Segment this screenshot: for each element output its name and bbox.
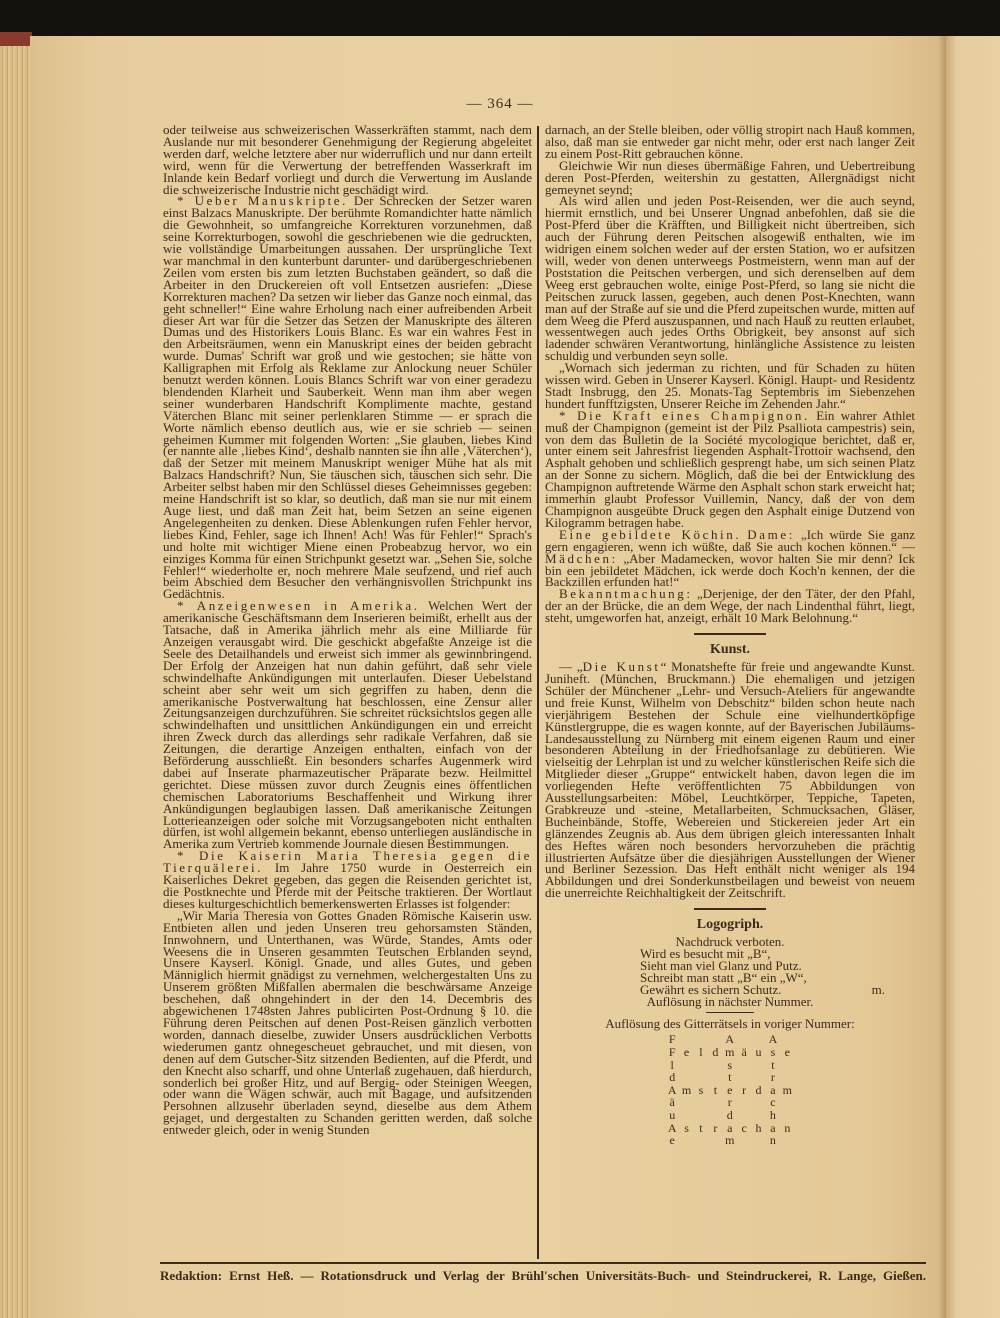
article-text: Im Jahre 1750 wurde in Oesterreich ein Kaiserliches Dekret gegeben, das gegen die Reisenden gerichtet ist, die Postknechte und Pferde mit der Peitsche traktieren. Der Wortlaut dieses kulturgeschichtlich bemerkenswerten Erlasses ist folgender:: [163, 860, 532, 911]
grid-letter: F: [668, 1032, 676, 1047]
grid-letter: t: [699, 1120, 703, 1135]
grid-letter: e: [784, 1045, 790, 1060]
grid-letter: a: [770, 1082, 776, 1097]
grid-letter: r: [770, 1070, 775, 1085]
grid-letter: t: [771, 1057, 775, 1072]
grid-letter: [751, 1059, 765, 1072]
article-text: Welchen Wert der amerikanische Geschäftsmann dem Inserieren beimißt, erhellt aus der Tatsache, daß in Amerika jährlich mehr als eine Milliarde für Anzeigen verausgabt wird. Die geschickt abgefaßte Anzeige ist die Seele des Detailhandels und erweist sich immer als gewinnbringend. Der Erfolg der Anzeigen hat nun dahin geführt, daß sehr viele schwindelhafte Ankündigungen mit unterlaufen. Dieser Uebelstand scheint aber sehr weit um sich gegriffen zu haben, denn die amerikanische Postverwaltung hat beschlossen, eine Zensur aller Zeitungsanzeigen durchzuführen. Sie schreitet rücksichtslos gegen alle schwindelhaften und unsittlichen Ankündigungen ein und erreicht ihren Zweck durch das allerdings sehr radikale Verfahren, daß sie Zeitungen, die derartige Anzeigen enthalten, einfach von der Beförderung ausschließt. Ein besonders scharfes Augenmerk wird dabei auf Inserate pharmazeutischer Präparate bezw. Heilmittel gerichtet. Diese müssen zuvor durch Zeugnis eines öffentlichen chemischen Laboratoriums Beschaffenheit und Wirkung ihrer Ankündigungen beglaubigen lassen. Daß amerikanische Zeitungen Lotterieanzeigen oder solche mit Vorzugsangeboten nicht enthalten dürfen, ist wohl allgemein bekannt, ebenso unterliegen ausländische in Amerika zum Vertrieb kommende Journale diesen Bestimmungen.: [163, 598, 532, 852]
article-text: „Derjenige, der den Täter, der den Pfahl, der an der Brücke, die an dem Wege, der nach Lindenthal führt, liegt, steht, umgeworfen hat, anzeigt, erhält 10 Mark Belohnung.“: [545, 586, 915, 626]
grid-letter: [780, 1096, 794, 1109]
grid-letter: [751, 1096, 765, 1109]
article-title: * Ueber Manuskripte.: [177, 193, 349, 209]
grid-letter: [708, 1059, 722, 1072]
poem-line: Wird es besucht mit „B“,: [640, 946, 771, 962]
grid-letter: A: [725, 1032, 735, 1047]
grid-letter: u: [669, 1108, 676, 1122]
poem-line: Gewährt es sichern Schutz.: [640, 981, 782, 997]
article-paragraph: [545, 526, 916, 590]
grid-letter: d: [755, 1082, 762, 1097]
grid-letter: [780, 1059, 794, 1072]
grid-letter: A: [768, 1032, 778, 1047]
grid-letter: a: [727, 1120, 733, 1135]
grid-letter: [737, 1096, 751, 1109]
grid-letter: s: [698, 1082, 704, 1097]
article-paragraph: [545, 124, 915, 160]
grid-letter: [751, 1071, 765, 1084]
article-text: oder teilweise aus schweizerischen Wasserkräften stammt, nach dem Auslande nur mit besonderer Genehmigung der Regierung abgeleitet werden darf, welche letztere aber nur widerruflich und nur dann erteilt wird, wenn für die Verwertung der betreffenden Wasserkraft im Inlande kein Bedarf vorliegt und durch die Verwertung im Auslande die schweizerische Industrie nicht geschädigt wird.: [163, 122, 532, 197]
article-title: Die Kunst: [582, 659, 661, 675]
left-column: [163, 124, 532, 1136]
grid-letter: t: [728, 1070, 732, 1085]
right-column-articles: [545, 124, 915, 624]
grid-letter: [751, 1109, 765, 1122]
previous-solution-title: Auflösung des Gitterrätsels in voriger Nummer:: [605, 1015, 855, 1031]
footer-rule: [160, 1262, 926, 1264]
grid-letter: [708, 1134, 722, 1147]
grid-letter: [694, 1134, 708, 1147]
author-signature: m.: [871, 981, 885, 997]
grid-letter: m: [681, 1082, 692, 1097]
grid-letter: t: [713, 1082, 718, 1097]
article-paragraph: [545, 588, 915, 624]
grid-letter: d: [726, 1108, 733, 1122]
grid-letter: r: [713, 1120, 718, 1135]
section-divider: [694, 908, 766, 910]
poem-line: Sieht man viel Glanz und Putz.: [640, 958, 802, 973]
kunst-article: [545, 661, 915, 899]
grid-puzzle-solution: [665, 1033, 795, 1146]
scan-background: [0, 0, 1000, 36]
article-text: Als wird allen und jeden Post-Reisenden, wer die auch seynd, hiermit ernstlich, und bei Unserer Ungnad anbefohlen, daß sie die Post-Pferd über die Kräfften, und Billigkeit nicht übertreiben, sich auch der Führung deren Peitschen alsogewiß enthalten, wie im widrigen einem solchen weder auf der ersten Station, wo er aufsitzen will, weder von denen unterweegs Postmeistern, wenn man auf der Poststation die Peitschen verbergen, und sich derenselben auf dem Weeg erst gebrauchen wolte, einige Post-Pferd, so lang sie nicht die Peitschen zuruck lassen, gegeben, auch denen Post-Knechten, wann man auf der Straße auf sie und die Pferd zupeitschen wurde, mitten auf dem Weeg die Pferd auszuspannen, und nach Hauß zu reutten erlaubet, wessentwegen auch jedes Orths Obrigkeit, bey ansonst auf sich ladender schwären Verantwortung, hinlängliche Assistence zu leisten schuldig und verbunden seyn solle.: [545, 193, 915, 364]
grid-letter: [679, 1059, 693, 1072]
grid-letter: [780, 1134, 794, 1147]
grid-letter: m: [725, 1133, 735, 1148]
adjacent-page-edge: [946, 36, 1000, 1318]
grid-letter: n: [784, 1120, 791, 1135]
grid-letter: [694, 1096, 708, 1109]
article-text: — „: [559, 659, 583, 675]
article-title: Dame:: [747, 526, 795, 542]
article-paragraph: [545, 661, 915, 899]
article-title: Mädchen:: [545, 550, 618, 566]
grid-row: [665, 1046, 795, 1059]
article-paragraph: [163, 124, 532, 195]
grid-letter: u: [755, 1045, 762, 1060]
article-paragraph: [163, 907, 532, 1138]
small-divider: [706, 1012, 754, 1013]
grid-letter: s: [727, 1057, 733, 1072]
logogriph-section: [545, 917, 915, 1147]
article-text: „Ich würde Sie ganz gern engagieren, wenn ich wüßte, daß Sie auch kochen können.“ —: [545, 526, 916, 554]
solution-next-issue: Auflösung in nächster Nummer.: [646, 993, 814, 1009]
page-number: — 364 —: [466, 96, 534, 112]
article-text: Gleichwie Wir nun dieses übermäßige Fahren, und Uebertreibung deren Post-Pferden, weitershin zu gestatten, Allergnädigst nicht gemeynet seynd;: [545, 157, 915, 197]
poem-line: Schreibt man statt „B“ ein „W“,: [640, 969, 807, 985]
article-text: „Wir Maria Theresia von Gottes Gnaden Römische Kaiserin usw. Entbieten allen und jeden Unseren treu gehorsamsten Ständen, Innwohnern, und Unterthanen, was Würde, Standes, Amts oder Weesens die in Unseren gesammten Teutschen Erblanden seynd, Unsere Kayserl. Königl. Gnade, und alles Gutes, und geben Männiglich hiermit gnädigst zu vernehmen, welchergestalten Uns zu Unserem größten Mißfallen abermalen die beschwärsame Anzeige beschehen, daß ohngehindert in der den 14. Decembris des abgewichenen 1748sten Jahres publicirten Post-Ordnung § 10. die Führung deren Peitschen auf denen Post-Reisen gänzlich verbotten worden, dannach dieselbe, zuwider Unsers ausdrücklichen Verbotts wiederumen gantz ohnegescheuet gebrauchet, und mit diesen, von denen auf dem Gutscher-Sitz sitzenden Bedienten, auf die Pferdt, und den Knecht also scharff, und ohne Unterlaß zugehauen, daß hierdurch, sonderlich bei großer Hitz, und auf Bergig- oder Steinigen Weegen, oder wann die Wägen schwär, auch mit Bagage, und aufsitzenden Persohnen allzusehr überladen seynd, dieselbe aus dem Athem gejaget, und dergestalten zu Schanden geritten werden, daß solche entweder gleich, oder in wenig Stunden: [163, 907, 532, 1138]
article-title: Eine gebildete Köchin.: [559, 526, 742, 542]
grid-letter: [694, 1109, 708, 1122]
article-title: * Die Kraft eines Champignon.: [559, 407, 810, 423]
grid-letter: [679, 1109, 693, 1122]
kunst-heading: Kunst.: [709, 642, 751, 658]
grid-letter: ä: [669, 1095, 675, 1110]
article-paragraph: [163, 600, 532, 850]
grid-row: [665, 1071, 795, 1084]
article-paragraph: [545, 362, 915, 410]
grid-letter: [679, 1071, 693, 1084]
article-text: Der Schrecken der Setzer waren einst Balzacs Manuskripte. Der berühmte Romandichter hatte nämlich die Gewohnheit, so umfangreiche Korrekturen vorzunehmen, daß seine Korrekturbogen, sowohl die geschriebenen wie die gedruckten, wie vollständige Umarbeitungen aussahen. Der ursprüngliche Text war manchmal in den kunterbunt darunter- und darübergeschriebenen Zeilen vom ersten bis zum letzten Buchstaben geändert, so daß die Arbeiter in den Druckereien oft voll Entsetzen ausriefen: „Diese Korrekturen machen? Da setzen wir lieber das Ganze noch einmal, das geht schneller!“ Eine wahre Erholung nach einer aufreibenden Arbeit dieser Art war für die Setzer das Setzen der Manuskripte des älteren Dumas und des Historikers Louis Blanc. Es war ein wahres Fest in den Arbeitsräumen, wenn ein Manuskript eines der beiden gebracht wurde. Dumas' Schrift war groß und wie gestochen; sie hätte von Kalligraphen mit Erfolg als Reklame zur Anlockung neuer Schüler benutzt werden können. Louis Blancs Schrift war von einer geradezu blendenden Klarheit und Sauberkeit. Wenn man ihm aber wegen seiner wunderbaren Handschrift Komplimente machte, gestand Väterchen Blanc mit seiner perlenklaren Stimme — er sprach die Worte nämlich ebenso deutlich aus, wie er sie schrieb — seinen geheimen Kummer mit folgenden Worten: „Sie glauben, liebes Kind (er nannte alle ‚liebes Kind‘, deshalb nannten sie ihn alle ‚Väterchen‘), daß der Setzer mit meinem Manuskript weniger Mühe hat als mit Balzacs Handschrift? Nun, Sie täuschen sich, täuschen sich sehr. Die Arbeiter selbst haben mir den Schlüssel dieses Geheimnisses gegeben: meine Handschrift ist so klar, so deutlich, daß man sie nur mit einem Auge liest, und daß man Zeit hat, beim Setzen an seine eigenen Angelegenheiten zu denken. Diese Ablenkungen rufen Fehler hervor, liebes Kind, Fehler, sage ich Ihnen! Ach! Was für Fehler!“ Sprach's und holte mit wichtiger Miene einen Probeabzug hervor, wo ein einziges Komma für einen Strichpunkt gesetzt war. „Sehen Sie, solche Fehler!“ wiederholte er, noch mehrere Male seufzend, und rief auch beim Abschied dem Besucher den verhängnisvollen Strichpunkt ins Gedächtnis.: [163, 193, 533, 602]
grid-letter: [708, 1096, 722, 1109]
article-title: Bekanntmachung:: [559, 586, 693, 602]
grid-letter: h: [769, 1108, 776, 1122]
book-page-edges: [0, 32, 32, 1318]
grid-letter: r: [727, 1095, 732, 1110]
grid-letter: c: [770, 1095, 776, 1110]
grid-row: [665, 1134, 795, 1147]
grid-letter: [694, 1059, 708, 1072]
grid-letter: d: [712, 1045, 719, 1060]
grid-letter: e: [727, 1082, 733, 1097]
grid-letter: [679, 1134, 693, 1147]
grid-letter: [708, 1109, 722, 1122]
grid-letter: [780, 1109, 794, 1122]
page-gutter-shadow: [938, 36, 946, 1318]
imprint-footer: Redaktion: Ernst Heß. — Rotationsdruck und Verlag der Brühl'schen Universitäts-Buch- und Steindruckerei, R. Lange, Gießen.: [160, 1268, 926, 1283]
grid-letter: [679, 1096, 693, 1109]
column-divider: [537, 126, 539, 1259]
grid-letter: [708, 1071, 722, 1084]
book-binding-edge: [0, 32, 32, 46]
article-text: darnach, an der Stelle bleiben, oder völlig stropirt nach Hauß kommen, also, daß man sie entweder gar nicht mehr, oder erst nach langer Zeit zu einem Post-Ritt gebrauchen könne.: [545, 122, 915, 161]
grid-letter: [737, 1059, 751, 1072]
right-column: [545, 124, 915, 1147]
grid-letter: m: [782, 1082, 792, 1097]
article-text: “ Monatshefte für freie und angewandte Kunst. Juniheft. (München, Bruckmann.) Die ehemaligen und jetzigen Schüler der Münchener „Lehr- und Versuch-Ateliers für angewandte und freie Kunst, Wilhelm von Debschitz“ bilden schon heute nach vierjährigem Bestehen der Schule eine vielhundertköpfige Künstlergruppe, die es wagen konnte, auf der Bayerischen Jubiläums-Landesausstellung zu Nürnberg mit einem eigenen Raum und einer besonderen Abteilung in der Friedhofsanlage zu debütieren. Wie vielseitig der Lehrplan ist und zu welcher künstlerischen Reife sich die Mitglieder dieser „Gruppe“ entwickelt haben, davon legen die im vorliegenden Hefte veröffentlichten 75 Abbildungen von Ausstellungsarbeiten: Möbel, Leuchtkörper, Teppiche, Tapeten, Grabkreuze und -steine, Metallarbeiten, Schmucksachen, Gläser, Bucheinbände, Stoffe, Webereien und Stickereien jeder Art ein glänzendes Zeugnis ab. Aus dem übrigen gleich interessanten Inhalt des Heftes wären noch besonders hervorzuheben die prächtig illustrierten Aufsätze über die diesjährigen Ausstellungen der Wiener und Berliner Sezession. Das Heft enthält nicht weniger als 194 Abbildungen und drei Sonderkunstbeilagen und beweist von neuem die unerreichte Reichhaltigkeit der Zeitschrift.: [545, 659, 915, 901]
grid-row: [665, 1109, 795, 1122]
grid-letter: n: [769, 1133, 776, 1148]
grid-letter: r: [742, 1082, 747, 1097]
grid-letter: m: [725, 1045, 735, 1060]
section-divider: [694, 633, 766, 635]
grid-letter: A: [667, 1120, 677, 1135]
grid-letter: h: [755, 1120, 762, 1135]
grid-letter: l: [670, 1057, 674, 1072]
article-paragraph: [163, 850, 532, 910]
article-title: * Die Kaiserin Maria Theresia gegen die Tierquälerei.: [163, 848, 532, 876]
article-paragraph: [545, 195, 915, 362]
grid-letter: s: [684, 1120, 689, 1135]
grid-letter: ä: [741, 1045, 747, 1060]
grid-letter: e: [683, 1045, 690, 1060]
grid-letter: s: [770, 1045, 776, 1060]
article-paragraph: [545, 157, 915, 197]
grid-letter: [737, 1134, 751, 1147]
grid-letter: [780, 1071, 794, 1084]
grid-letter: A: [667, 1082, 677, 1097]
article-text: Ein wahrer Athlet muß der Champignon (gemeint ist der Pilz Psalliota campestris) sein, von dem das Bulletin de la Société mycologique berichtet, daß er, unter einem seit Jahresfrist liegenden Asphalt-Trottoir wachsend, den Asphalt gehoben und schließlich gesprengt habe, um sich seinen Platz an der Sonne zu sichern. Möglich, daß die bei der Entwicklung des Champignon auftretende Wärme den Asphalt schon stark erweicht hat; immerhin glaubt Professor Vuillemin, Nancy, daß der von dem Champignon ausgeübte Druck gegen den Asphalt einige Dutzend von Kilogramm betragen habe.: [545, 407, 915, 530]
grid-letter: [694, 1071, 708, 1084]
article-text: „Aber Madamecken, wovor halten Sie mir denn? Ick bin een jebildetet Mädchen, ick werde doch Koch'n kennen, der die Backzillen erfunden hat!“: [545, 550, 915, 590]
grid-letter: [737, 1071, 751, 1084]
grid-letter: [751, 1134, 765, 1147]
logogriph-heading: Logogriph.: [696, 917, 764, 933]
grid-letter: c: [741, 1120, 747, 1135]
article-title: * Anzeigenwesen in Amerika.: [177, 598, 420, 614]
grid-letter: [737, 1109, 751, 1122]
article-paragraph: [545, 407, 915, 530]
grid-letter: d: [669, 1070, 676, 1085]
grid-letter: F: [668, 1045, 676, 1060]
article-text: „Wornach sich jederman zu richten, und für Schaden zu hüten wissen wird. Geben in Unserer Kayserl. Königl. Haupt- und Residentz Stadt Insbrugg, den 25. Monats-Tag Septembris im Siebenzehen hundert funfftzigsten, Unserer Reiche im Zehenden Jahr.“: [545, 360, 915, 411]
grid-letter: a: [770, 1120, 776, 1135]
grid-letter: e: [669, 1133, 675, 1148]
article-paragraph: [163, 195, 532, 600]
grid-letter: l: [699, 1045, 703, 1060]
reprint-notice: Nachdruck verboten.: [675, 934, 785, 950]
